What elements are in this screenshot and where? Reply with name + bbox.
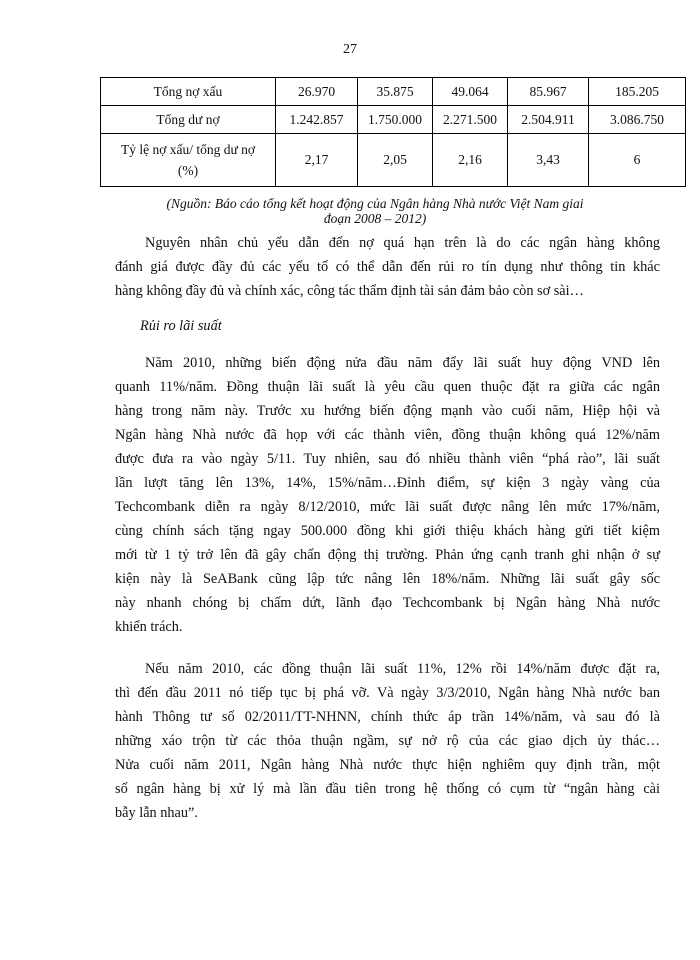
source-line: (Nguồn: Báo cáo tổng kết hoạt động của Ngân hàng Nhà nước Việt Nam giai (166, 196, 584, 211)
row-label (101, 134, 276, 187)
table-row (101, 106, 686, 134)
text-line: cùng chính sách tặng ngay 500.000 đồng khi giới thiệu khách hàng gửi tiết kiệm (115, 523, 660, 539)
row-label: Tổng nợ xấu (101, 78, 276, 106)
text-line: kiện này là SeABank cũng lập tức nâng lên 18%/năm. Những lãi suất gây sốc (115, 571, 660, 587)
table-cell: 2,16 (433, 134, 508, 187)
row-label-line: (%) (177, 163, 199, 178)
text-line: số ngân hàng bị xử lý mà lần đầu tiên trong hệ thống có cụm từ “ngân hàng cài (115, 781, 660, 797)
text-line: mới từ 1 tỷ trở lên đã gây chấn động thị trường. Phản ứng cạnh tranh ghi nhận ở sự (115, 547, 660, 563)
table-cell: 85.967 (508, 78, 589, 106)
text-line: quanh 11%/năm. Đồng thuận lãi suất là yêu cầu quen thuộc đặt ra giữa các ngân (115, 379, 660, 395)
table-cell: 2,17 (276, 134, 358, 187)
text-line: Nếu năm 2010, các đồng thuận lãi suất 11%, 12% rồi 14%/năm được đặt ra, (145, 661, 660, 677)
table-row (101, 78, 686, 106)
source-line: đoạn 2008 – 2012) (323, 211, 427, 226)
text-line: đánh giá được đầy đủ các yếu tố có thể dẫn đến rủi ro tín dụng như thông tin khác (115, 259, 660, 275)
text-line: những xáo trộn từ các thỏa thuận ngầm, sự nở rộ của các giao dịch ủy thác… (115, 733, 660, 749)
paragraph-cause (115, 231, 660, 303)
table-cell: 3.086.750 (589, 106, 686, 134)
table-cell: 35.875 (358, 78, 433, 106)
text-line: Techcombank diễn ra ngày 8/12/2010, mức lãi suất được nâng lên mức 17%/năm, (115, 499, 660, 515)
row-label: Tổng dư nợ (101, 106, 276, 134)
text-line: Nguyên nhân chủ yếu dẫn đến nợ quá hạn trên là do các ngân hàng không (145, 235, 660, 251)
paragraph-2010 (115, 351, 660, 639)
table-cell: 26.970 (276, 78, 358, 106)
text-line: Nửa cuối năm 2011, Ngân hàng Nhà nước thực hiện nghiêm quy định trần, một (115, 757, 660, 773)
text-line: bẫy lẫn nhau”. (115, 805, 198, 821)
text-line: được đưa ra vào ngày 5/11. Tuy nhiên, sau đó nhiều thành viên “phá rào”, lãi suất (115, 451, 660, 467)
table-cell: 1.750.000 (358, 106, 433, 134)
table-source-note (140, 196, 610, 226)
table-cell: 2,05 (358, 134, 433, 187)
bad-debt-table (100, 77, 686, 187)
table-cell: 6 (589, 134, 686, 187)
section-heading: Rủi ro lãi suất (140, 318, 222, 334)
row-label-line: Tỷ lệ nợ xấu/ tổng dư nợ (120, 142, 256, 157)
table-cell: 2.271.500 (433, 106, 508, 134)
text-line: lần lượt tăng lên 13%, 14%, 15%/năm…Đỉnh điểm, sự kiện 3 ngày vàng của (115, 475, 660, 491)
text-line: thì đến đầu 2011 nó tiếp tục bị phá vỡ. Và ngày 3/3/2010, Ngân hàng Nhà nước ban (115, 685, 660, 701)
table-cell: 49.064 (433, 78, 508, 106)
table-cell: 3,43 (508, 134, 589, 187)
table-cell: 1.242.857 (276, 106, 358, 134)
text-line: Ngân hàng Nhà nước đã họp với các thành viên, đồng thuận không quá 12%/năm (115, 427, 660, 443)
text-line: hàng trong năm này. Trước xu hướng biến động mạnh vào cuối năm, Hiệp hội và (115, 403, 660, 419)
text-line: Năm 2010, những biến động nửa đầu năm đẩy lãi suất huy động VND lên (145, 355, 660, 371)
page-number: 27 (343, 42, 357, 57)
table-row (101, 134, 686, 187)
table-cell: 2.504.911 (508, 106, 589, 134)
text-line: hành Thông tư số 02/2011/TT-NHNN, chính thức áp trần 14%/năm, và sau đó là (115, 709, 660, 725)
table-cell: 185.205 (589, 78, 686, 106)
text-line: khiển trách. (115, 619, 183, 635)
paragraph-2011 (115, 657, 660, 825)
text-line: hàng không đầy đủ và chính xác, công tác thẩm định tài sản đảm bảo còn sơ sài… (115, 283, 584, 299)
text-line: này nhanh chóng bị chấm dứt, lãnh đạo Techcombank bị Ngân hàng Nhà nước (115, 595, 660, 611)
